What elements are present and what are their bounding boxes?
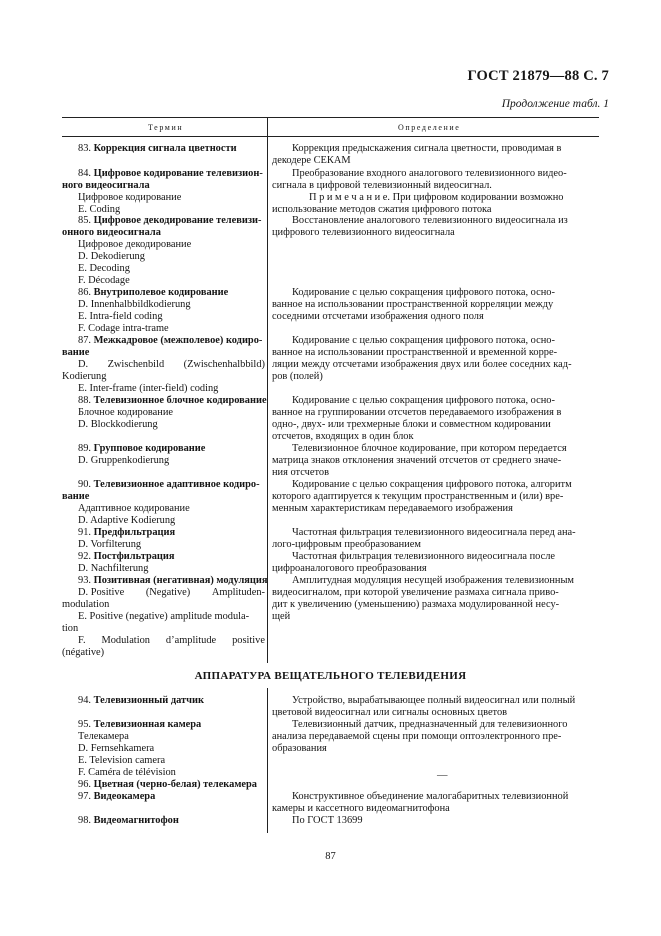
definition-91-line2: лого-цифровым преобразованием	[272, 539, 421, 550]
definition-88-line3: одно-, двух- или трехмерные блоки и совместном кодировании	[272, 419, 551, 430]
definition-93-line3: дит к увеличению (уменьшению) размаха модулированной несу-	[272, 599, 560, 610]
definition-93-line4: щей	[272, 611, 291, 622]
definition-92-line1: Частотная фильтрация телевизионного видеосигнала после	[292, 551, 556, 562]
definition-88-line4: отсчетов, входящих в один блок	[272, 431, 414, 442]
definition-84-line2: сигнала в цифровой телевизионный видеосигнал.	[272, 180, 492, 191]
definition-89-line1: Телевизионное блочное кодирование, при котором передается	[292, 443, 567, 454]
table-top-rule	[62, 117, 599, 118]
definition-83-line1: Коррекция предыскажения сигнала цветности, проводимая в	[292, 143, 562, 154]
term-95-english: E. Television camera	[78, 755, 166, 766]
term-88: 88. Телевизионное блочное кодирование	[78, 395, 267, 406]
definition-90-line2: которого адаптируется к текущим пространственным и (или) вре-	[272, 491, 564, 502]
term-90-german: D. Adaptive Kodierung	[78, 515, 176, 526]
term-86-german: D. Innenhalbbildkodierung	[78, 299, 191, 310]
definition-85-line2: цифрового телевизионного видеосигнала	[272, 227, 455, 238]
definition-95-line3: образования	[272, 743, 327, 754]
term-95-french: F. Caméra de télévision	[78, 767, 176, 778]
definition-86-line1: Кодирование с целью сокращения цифрового потока, осно-	[292, 287, 555, 298]
term-87-german: D. Zwischenbild (Zwischenhalbbild)	[78, 359, 265, 370]
definition-90-line3: менным характеристикам передаваемого изображения	[272, 503, 513, 514]
definition-97-line2: камеры и кассетного видеомагнитофона	[272, 803, 450, 814]
term-89: 89. Групповое кодирование	[78, 443, 206, 454]
term-89-german: D. Gruppenkodierung	[78, 455, 170, 466]
definition-97-line1: Конструктивное объединение малогабаритных телевизионной	[292, 791, 569, 802]
term-85-french: F. Décodage	[78, 275, 130, 286]
term-85-cont: онного видеосигнала	[62, 227, 161, 238]
definition-93-line2: видеосигналом, при которой увеличение размаха сигнала приво-	[272, 587, 559, 598]
term-93-french-cont: (négative)	[62, 647, 105, 658]
term-97: 97. Видеокамера	[78, 791, 156, 802]
term-88-german: D. Blockkodierung	[78, 419, 158, 430]
term-93-english: E. Positive (negative) amplitude modula-	[78, 611, 250, 622]
term-95: 95. Телевизионная камера	[78, 719, 202, 730]
definition-95-line1: Телевизионный датчик, предназначенный для телевизионного	[292, 719, 568, 730]
term-93-french: F. Modulation d’amplitude positive	[78, 635, 265, 646]
definition-85-line1: Восстановление аналогового телевизионного видеосигнала из	[292, 215, 568, 226]
term-83: 83. Коррекция сигнала цветности	[78, 143, 237, 154]
definition-87-line1: Кодирование с целью сокращения цифрового потока, осно-	[292, 335, 555, 346]
definition-88-line1: Кодирование с целью сокращения цифрового потока, осно-	[292, 395, 555, 406]
term-93: 93. Позитивная (негативная) модуляция	[78, 575, 268, 586]
term-85: 85. Цифровое декодирование телевизи-	[78, 215, 262, 226]
column-header-term: Термин	[148, 123, 184, 132]
term-96: 96. Цветная (черно-белая) телекамера	[78, 779, 257, 790]
term-86-english: E. Intra-field coding	[78, 311, 163, 322]
term-88-synonym: Блочное кодирование	[78, 407, 174, 418]
page-number: 87	[325, 851, 336, 862]
definition-88-line2: ванное на группировании отсчетов передаваемого изображения в	[272, 407, 562, 418]
term-84: 84. Цифровое кодирование телевизион-	[78, 168, 263, 179]
term-92: 92. Постфильтрация	[78, 551, 175, 562]
definition-94-line2: цветовой видеосигнал или сигналы основных цветов	[272, 707, 508, 718]
term-87: 87. Межкадровое (межполевое) кодиро-	[78, 335, 263, 346]
definition-84-line1: Преобразование входного аналогового телевизионного видео-	[292, 168, 567, 179]
definition-84-note-cont: использование методов сжатия цифрового потока	[272, 204, 492, 215]
definition-89-line2: матрица знаков отклонения значений отсчетов от среднего значе-	[272, 455, 562, 466]
table-continuation-note: Продолжение табл. 1	[501, 98, 609, 110]
definition-92-line2: цифроаналогового преобразования	[272, 563, 427, 574]
definition-86-line2: ванное на использовании пространственной корреляции между	[272, 299, 554, 310]
term-90-synonym: Адаптивное кодирование	[78, 503, 190, 514]
column-divider-lower	[267, 688, 268, 833]
definition-94-line1: Устройство, вырабатывающее полный видеосигнал или полный	[292, 695, 576, 706]
definition-87-line2: ванное на использовании пространственной и временной корре-	[272, 347, 558, 358]
term-86-french: F. Codage intra-trame	[78, 323, 169, 334]
term-87-english: E. Inter-frame (inter-field) coding	[78, 383, 219, 394]
definition-98: По ГОСТ 13699	[292, 815, 363, 826]
term-85-synonym: Цифровое декодирование	[78, 239, 192, 250]
term-93-german-cont: modulation	[62, 599, 110, 610]
definition-84-note: П р и м е ч а н и е. При цифровом кодировании возможно	[309, 192, 564, 203]
definition-87-line4: ров (полей)	[272, 371, 323, 382]
term-85-english: E. Decoding	[78, 263, 130, 274]
term-95-german: D. Fernsehkamera	[78, 743, 155, 754]
term-85-german: D. Dekodierung	[78, 251, 145, 262]
definition-86-line3: соседними отсчетами изображения одного поля	[272, 311, 484, 322]
definition-93-line1: Амплитудная модуляция несущей изображения телевизионным	[292, 575, 574, 586]
term-98: 98. Видеомагнитофон	[78, 815, 179, 826]
term-92-german: D. Nachfilterung	[78, 563, 149, 574]
term-84-synonym: Цифровое кодирование	[78, 192, 182, 203]
definition-90-line1: Кодирование с целью сокращения цифрового потока, алгоритм	[292, 479, 572, 490]
definition-87-line3: ляции между отсчетами изображения двух или более соседних кад-	[272, 359, 572, 370]
term-94: 94. Телевизионный датчик	[78, 695, 204, 706]
term-90-cont: вание	[62, 491, 90, 502]
section-title: АППАРАТУРА ВЕЩАТЕЛЬНОГО ТЕЛЕВИДЕНИЯ	[194, 670, 467, 682]
term-91-german: D. Vorfilterung	[78, 539, 142, 550]
definition-96-dash: —	[437, 770, 448, 781]
term-87-cont: вание	[62, 347, 90, 358]
term-86: 86. Внутриполевое кодирование	[78, 287, 229, 298]
term-84-english: E. Coding	[78, 204, 121, 215]
standard-header: ГОСТ 21879—88 С. 7	[467, 68, 609, 84]
table-header-rule	[62, 136, 599, 137]
term-90: 90. Телевизионное адаптивное кодиро-	[78, 479, 260, 490]
term-84-cont: ного видеосигнала	[62, 180, 150, 191]
column-header-definition: Определение	[398, 123, 461, 132]
term-87-german-cont: Kodierung	[62, 371, 107, 382]
term-93-english-cont: tion	[62, 623, 79, 634]
term-93-german: D. Positive (Negative) Amplituden-	[78, 587, 265, 598]
term-91: 91. Предфильтрация	[78, 527, 176, 538]
definition-83-line2: декодере СЕКАМ	[272, 155, 351, 166]
term-95-synonym: Телекамера	[78, 731, 129, 742]
definition-95-line2: анализа передаваемой сцены при помощи оптоэлектронного пре-	[272, 731, 562, 742]
definition-89-line3: ния отсчетов	[272, 467, 329, 478]
definition-91-line1: Частотная фильтрация телевизионного видеосигнала перед ана-	[292, 527, 576, 538]
